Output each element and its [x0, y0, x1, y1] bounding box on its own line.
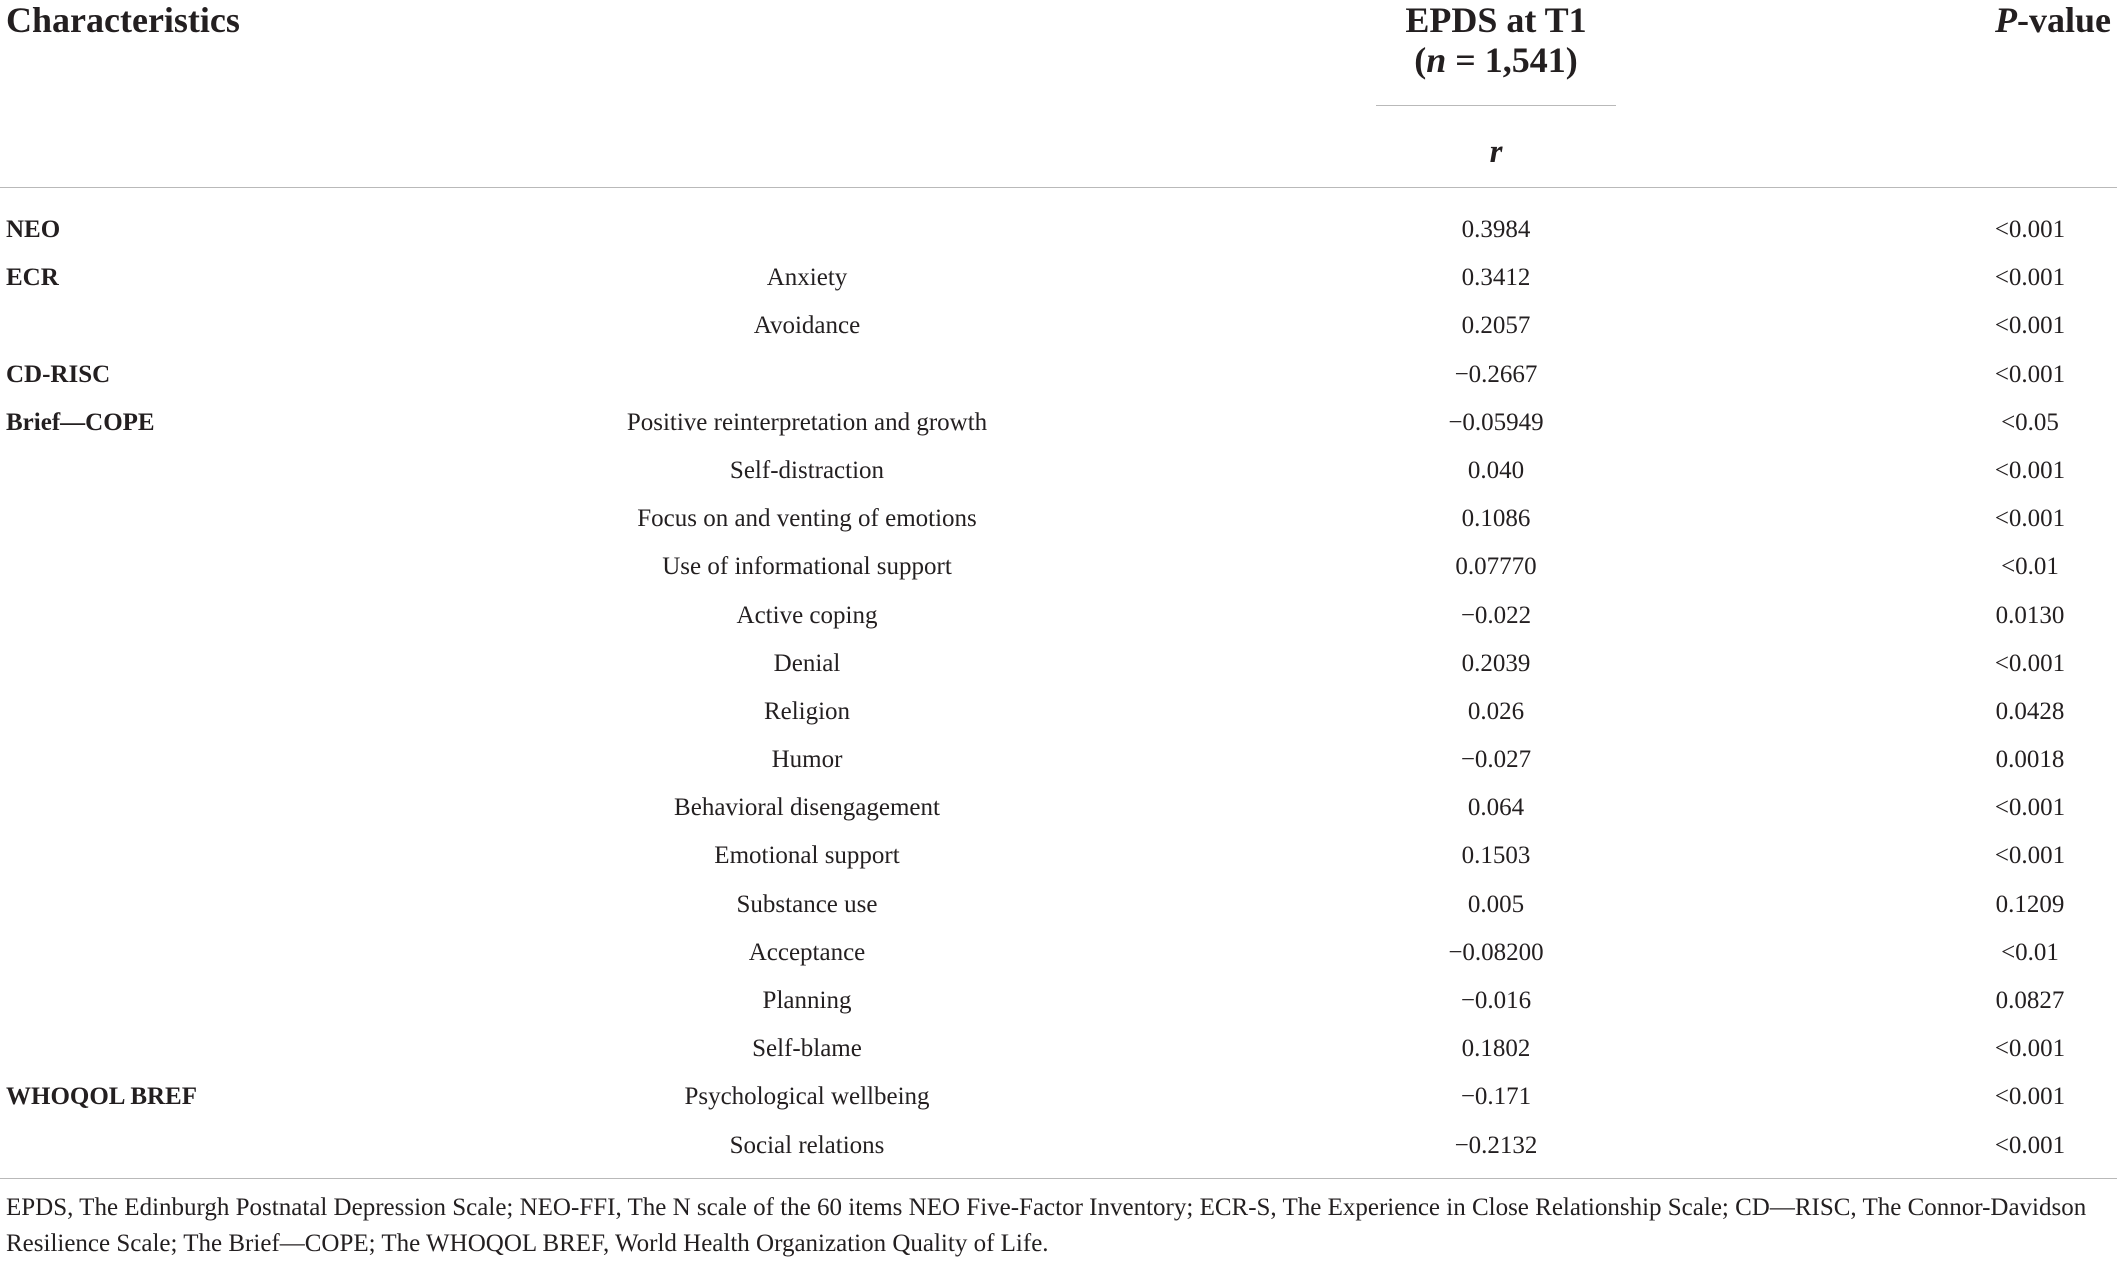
row-r-value: −0.2132 — [1454, 1131, 1538, 1159]
header-subrule — [1376, 105, 1616, 106]
row-p-value: 0.0428 — [1995, 697, 2065, 725]
row-p-value: 0.1209 — [1995, 890, 2065, 918]
table-row — [0, 210, 2117, 258]
row-r-value: −0.027 — [1460, 746, 1532, 774]
header-r: r — [1489, 134, 1503, 170]
row-r-value: 0.026 — [1467, 697, 1525, 725]
row-r-value: 0.064 — [1467, 794, 1525, 822]
table-row — [0, 499, 2117, 547]
row-p-value: <0.001 — [1994, 216, 2066, 243]
row-r-value: −0.08200 — [1448, 938, 1544, 966]
table-footnote: EPDS, The Edinburgh Postnatal Depression Scale; NEO-FFI, The N scale of the 60 items NEO Five-Factor Inventory; ECR-S, The Experience in Close Relationship Scale; CD—RISC, The Connor-Davidson Resilience Scale; The Brief—COPE; The WHOQOL BREF, World Health Organization Quality of Life. — [6, 1194, 2087, 1257]
header-p-var: P — [1995, 0, 2017, 40]
header-characteristics: Characteristics — [6, 0, 240, 40]
table-row — [0, 885, 2117, 933]
table-row — [0, 981, 2117, 1029]
row-r-value: −0.2667 — [1454, 360, 1538, 388]
row-subscale: Behavioral disengagement — [674, 794, 940, 822]
row-r-value: 0.07770 — [1455, 553, 1537, 581]
row-r-value: −0.171 — [1460, 1083, 1532, 1111]
row-subscale: Planning — [762, 987, 852, 1014]
row-subscale: Self-blame — [752, 1035, 862, 1063]
row-p-value: <0.05 — [2001, 408, 2059, 436]
row-r-value: 0.005 — [1467, 890, 1525, 918]
row-subscale: Substance use — [736, 890, 878, 918]
row-subscale: Psychological wellbeing — [684, 1083, 930, 1111]
row-r-value: 0.2057 — [1461, 312, 1531, 340]
header-rule — [0, 187, 2117, 188]
row-p-value: 0.0130 — [1995, 601, 2065, 629]
table-row — [0, 355, 2117, 403]
table-row — [0, 547, 2117, 595]
header-epds-title: EPDS at T1 — [1405, 0, 1587, 40]
table-row — [0, 788, 2117, 836]
row-r-value: 0.3412 — [1461, 264, 1531, 292]
row-r-value: 0.3984 — [1461, 216, 1531, 243]
row-r-value: −0.022 — [1460, 601, 1532, 629]
table-row — [0, 306, 2117, 354]
row-subscale: Social relations — [729, 1131, 885, 1159]
row-category: WHOQOL BREF — [6, 1083, 198, 1111]
table-row — [0, 692, 2117, 740]
row-p-value: 0.0018 — [1995, 746, 2065, 774]
row-subscale: Emotional support — [714, 842, 900, 870]
table-row — [0, 933, 2117, 981]
row-p-value: <0.001 — [1994, 505, 2066, 533]
row-r-value: 0.040 — [1467, 456, 1525, 484]
row-subscale: Acceptance — [748, 938, 866, 966]
row-category: CD-RISC — [6, 360, 111, 388]
row-subscale: Avoidance — [753, 312, 861, 340]
row-r-value: −0.05949 — [1448, 408, 1544, 436]
row-r-value: −0.016 — [1460, 987, 1532, 1014]
row-subscale: Active coping — [736, 601, 878, 629]
row-p-value: <0.001 — [1994, 264, 2066, 292]
row-r-value: 0.1086 — [1461, 505, 1531, 533]
header-p-value: P-value — [1995, 0, 2111, 40]
row-p-value: <0.01 — [2001, 553, 2059, 581]
table-row — [0, 1126, 2117, 1174]
row-category: ECR — [6, 264, 59, 292]
row-subscale: Humor — [771, 746, 843, 774]
row-p-value: <0.001 — [1994, 794, 2066, 822]
row-category: Brief—COPE — [6, 408, 155, 436]
table-row — [0, 740, 2117, 788]
row-subscale: Use of informational support — [662, 553, 952, 581]
table-row — [0, 596, 2117, 644]
row-subscale: Focus on and venting of emotions — [637, 505, 977, 533]
row-r-value: 0.1802 — [1461, 1035, 1531, 1063]
table-row — [0, 403, 2117, 451]
footer-rule — [0, 1178, 2117, 1179]
table-row — [0, 836, 2117, 884]
row-p-value: <0.001 — [1994, 1035, 2066, 1063]
row-subscale: Religion — [763, 697, 851, 725]
table-row — [0, 1029, 2117, 1077]
row-r-value: 0.2039 — [1461, 649, 1531, 677]
row-p-value: <0.001 — [1994, 649, 2066, 677]
row-p-value: <0.001 — [1994, 360, 2066, 388]
table-row — [0, 644, 2117, 692]
table-row — [0, 451, 2117, 499]
row-p-value: 0.0827 — [1995, 987, 2065, 1014]
header-epds-n-var: n — [1426, 40, 1447, 80]
row-p-value: <0.001 — [1994, 842, 2066, 870]
row-p-value: <0.001 — [1994, 312, 2066, 340]
table-row — [0, 258, 2117, 306]
row-subscale: Positive reinterpretation and growth — [626, 408, 988, 436]
row-p-value: <0.01 — [2001, 938, 2059, 966]
row-subscale: Denial — [773, 649, 841, 677]
row-p-value: <0.001 — [1994, 456, 2066, 484]
table-row — [0, 1077, 2117, 1125]
row-category: NEO — [6, 216, 61, 243]
header-epds-n: (n = 1,541) — [1414, 40, 1578, 80]
header-epds — [1376, 0, 1616, 80]
row-subscale: Anxiety — [766, 264, 848, 292]
row-p-value: <0.001 — [1994, 1131, 2066, 1159]
row-p-value: <0.001 — [1994, 1083, 2066, 1111]
table-body — [0, 210, 2117, 1174]
row-r-value: 0.1503 — [1461, 842, 1531, 870]
row-subscale: Self-distraction — [729, 456, 885, 484]
